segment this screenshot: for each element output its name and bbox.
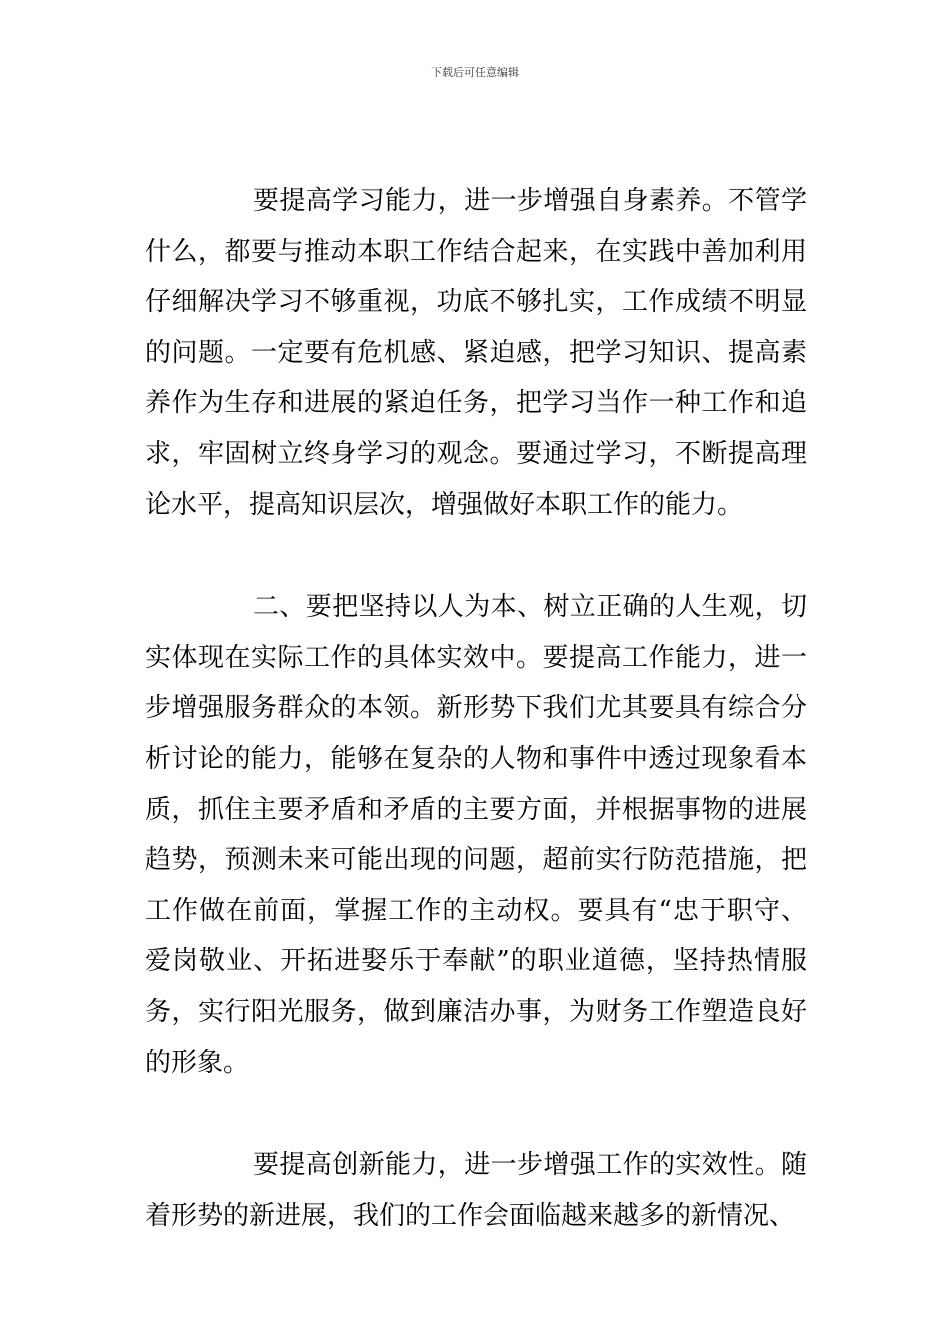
page-header: 下载后可任意编辑 <box>431 66 519 79</box>
paragraph-learning-ability: 要提高学习能力，进一步增强自身素养。不管学什么，都要与推动本职工作结合起来，在实践中善加利用仔细解决学习不够重视，功底不够扎实，工作成绩不明显的问题。一定要有危机感、紧迫感，把学习知识、提高素养作为生存和进展的紧迫任务，把学习当作一种工作和追求，牢固树立终身学习的观念。要通过学习，不断提高理论水平，提高知识层次，增强做好本职工作的能力。 <box>145 186 807 520</box>
paragraph-innovation-ability: 要提高创新能力，进一步增强工作的实效性。随着形势的新进展，我们的工作会面临越来越多的新情况、 <box>145 1150 807 1231</box>
document-body <box>145 176 807 1241</box>
paragraph-people-oriented: 二、要把坚持以人为本、树立正确的人生观，切实体现在实际工作的具体实效中。要提高工作能力，进一步增强服务群众的本领。新形势下我们尤其要具有综合分析讨论的能力，能够在复杂的人物和事件中透过现象看本质，抓住主要矛盾和矛盾的主要方面，并根据事物的进展趋势，预测未来可能出现的问题，超前实行防范措施，把工作做在前面，掌握工作的主动权。要具有“忠于职守、爱岗敬业、开拓进娶乐于奉献”的职业道德，坚持热情服务，实行阳光服务，做到廉洁办事，为财务工作塑造良好的形象。 <box>145 592 807 1078</box>
